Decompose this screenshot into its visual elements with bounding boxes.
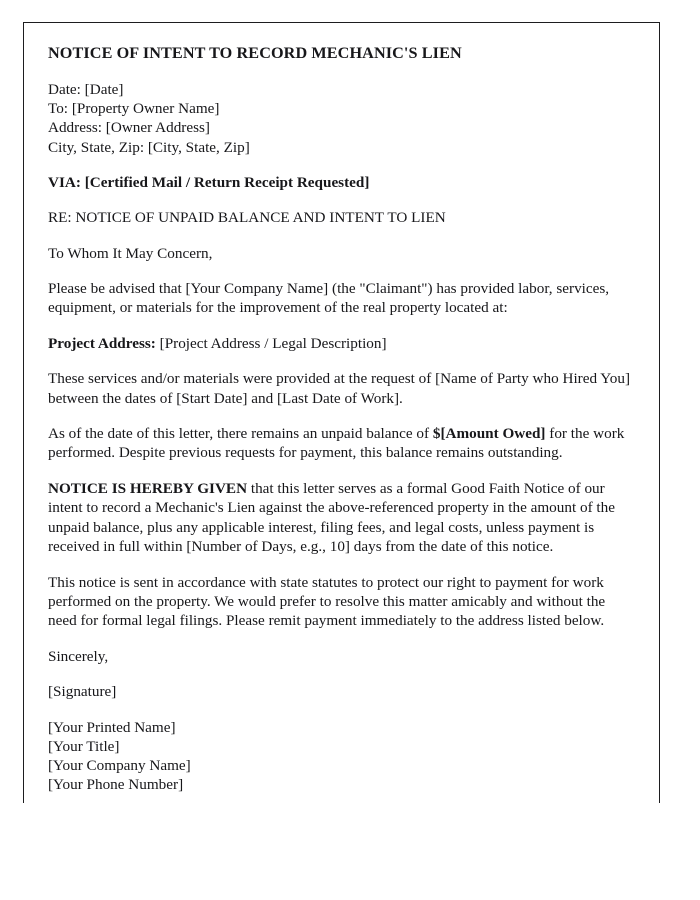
via-delivery-line: VIA: [Certified Mail / Return Receipt Requested] (48, 173, 370, 191)
recipient-address-line: Address: [Owner Address] (48, 119, 210, 137)
date-line: Date: [Date] (48, 81, 124, 98)
signer-title: [Your Title] (48, 737, 120, 755)
sincerely-line: Sincerely, (48, 647, 109, 665)
amount-owed-value: $[Amount Owed] (432, 425, 546, 443)
notice-paragraph (48, 479, 635, 557)
recipient-address-block (48, 80, 635, 157)
subject-re-line: RE: NOTICE OF UNPAID BALANCE AND INTENT TO LIEN (48, 209, 446, 227)
notice-paragraph-rest: that this letter serves as a formal Good Faith Notice of our intent to record a Mechanic's Lien against the above-referenced property in the amount of the unpaid balance, plus any applicable interest, filing fees, and legal costs, unless payment is received in full within [Number of Days, e.g., 10] days from the date of this notice. (48, 479, 615, 556)
recipient-city-state-zip-line: City, State, Zip: [City, State, Zip] (48, 138, 250, 156)
balance-text-before: As of the date of this letter, there remains an unpaid balance of (48, 425, 433, 443)
signer-phone: [Your Phone Number] (48, 776, 184, 794)
salutation: To Whom It May Concern, (48, 244, 213, 262)
document-page (23, 22, 660, 803)
project-address-label: Project Address: (48, 334, 156, 352)
project-address-value: [Project Address / Legal Description] (159, 334, 387, 352)
letter-body (24, 23, 659, 794)
closing-paragraph: This notice is sent in accordance with state statutes to protect our right to payment for work performed on the property. We would prefer to resolve this matter amicably and without the need for formal legal filings. Please remit payment immediately to the address listed below. (48, 573, 606, 630)
notice-lead-phrase: NOTICE IS HEREBY GIVEN (48, 479, 248, 497)
signer-company: [Your Company Name] (48, 756, 191, 774)
project-address-line (48, 334, 635, 353)
signer-printed-name: [Your Printed Name] (48, 718, 176, 736)
balance-paragraph (48, 424, 635, 463)
signer-block (48, 718, 635, 795)
balance-text-after: for the work performed. Despite previous requests for payment, this balance remains outstanding. (48, 425, 625, 462)
recipient-name-line: To: [Property Owner Name] (48, 100, 220, 118)
services-paragraph: These services and/or materials were provided at the request of [Name of Party who Hired You] between the dates of [Start Date] and [Last Date of Work]. (48, 370, 631, 407)
document-title: NOTICE OF INTENT TO RECORD MECHANIC'S LIEN (48, 44, 462, 62)
signature-placeholder: [Signature] (48, 683, 117, 701)
intro-paragraph: Please be advised that [Your Company Name] (the "Claimant") has provided labor, services, equipment, or materials for the improvement of the real property located at: (48, 280, 610, 317)
